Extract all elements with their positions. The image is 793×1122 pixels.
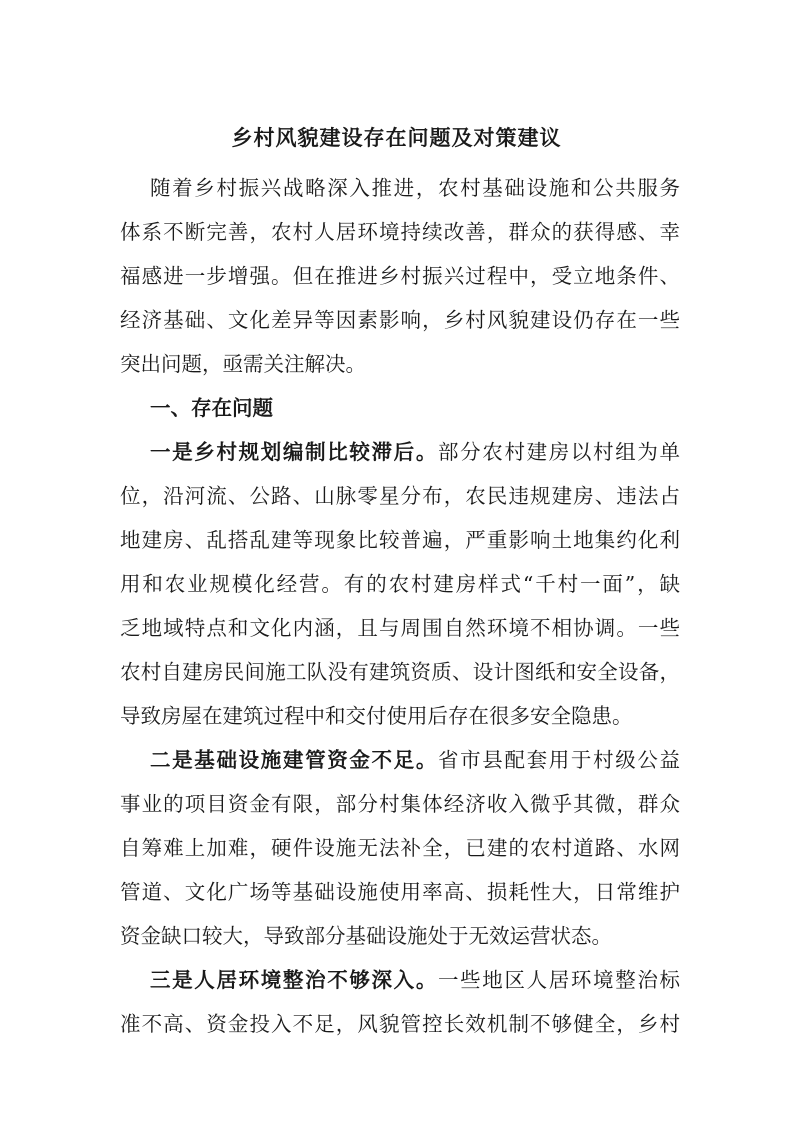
intro-line-2: 体系不断完善，农村人居环境持续改善，群众的获得感、幸: [120, 220, 680, 244]
intro-line-5: 突出问题，亟需关注解决。: [120, 352, 366, 376]
item1-line-3: 地建房、乱搭乱建等现象比较普遍，严重影响土地集约化利: [120, 528, 680, 552]
intro-line-4: 经济基础、文化差异等因素影响，乡村风貌建设仍存在一些: [120, 308, 680, 332]
item1-line-5: 乏地域特点和文化内涵，且与周围自然环境不相协调。一些: [120, 616, 680, 640]
item2-line-3: 自筹难上加难，硬件设施无法补全，已建的农村道路、水网: [120, 836, 680, 860]
item3-first-line-rest: 一些地区人居环境整治标: [437, 968, 681, 992]
section-heading: 一、存在问题: [150, 396, 273, 420]
item1-lead: 一是乡村规划编制比较滞后。: [150, 440, 438, 464]
item1-line-6: 农村自建房民间施工队没有建筑资质、设计图纸和安全设备，: [120, 660, 680, 684]
item1-line-7: 导致房屋在建筑过程中和交付使用后存在很多安全隐患。: [120, 704, 633, 728]
item3-first-line: [150, 966, 680, 994]
item2-first-line-rest: 省市县配套用于村级公益: [437, 748, 681, 772]
item2-line-5: 资金缺口较大，导致部分基础设施处于无效运营状态。: [120, 924, 612, 948]
item1-first-line-rest: 部分农村建房以村组为单: [437, 440, 681, 464]
item3-line-2: 准不高、资金投入不足，风貌管控长效机制不够健全，乡村: [120, 1012, 680, 1036]
item2-lead: 二是基础设施建管资金不足。: [150, 748, 438, 772]
item2-line-2: 事业的项目资金有限，部分村集体经济收入微乎其微，群众: [120, 792, 680, 816]
item2-first-line: [150, 746, 680, 774]
item1-first-line: [150, 438, 680, 466]
intro-line-3: 福感进一步增强。但在推进乡村振兴过程中，受立地条件、: [120, 264, 680, 288]
item1-line-4: 用和农业规模化经营。有的农村建房样式“千村一面”，缺: [120, 572, 680, 596]
item3-lead: 三是人居环境整治不够深入。: [150, 968, 438, 992]
item2-line-4: 管道、文化广场等基础设施使用率高、损耗性大，日常维护: [120, 880, 680, 904]
document-title: 乡村风貌建设存在问题及对策建议: [231, 125, 562, 150]
intro-line-1: 随着乡村振兴战略深入推进，农村基础设施和公共服务: [150, 176, 680, 200]
item1-line-2: 位，沿河流、公路、山脉零星分布，农民违规建房、违法占: [120, 484, 680, 508]
